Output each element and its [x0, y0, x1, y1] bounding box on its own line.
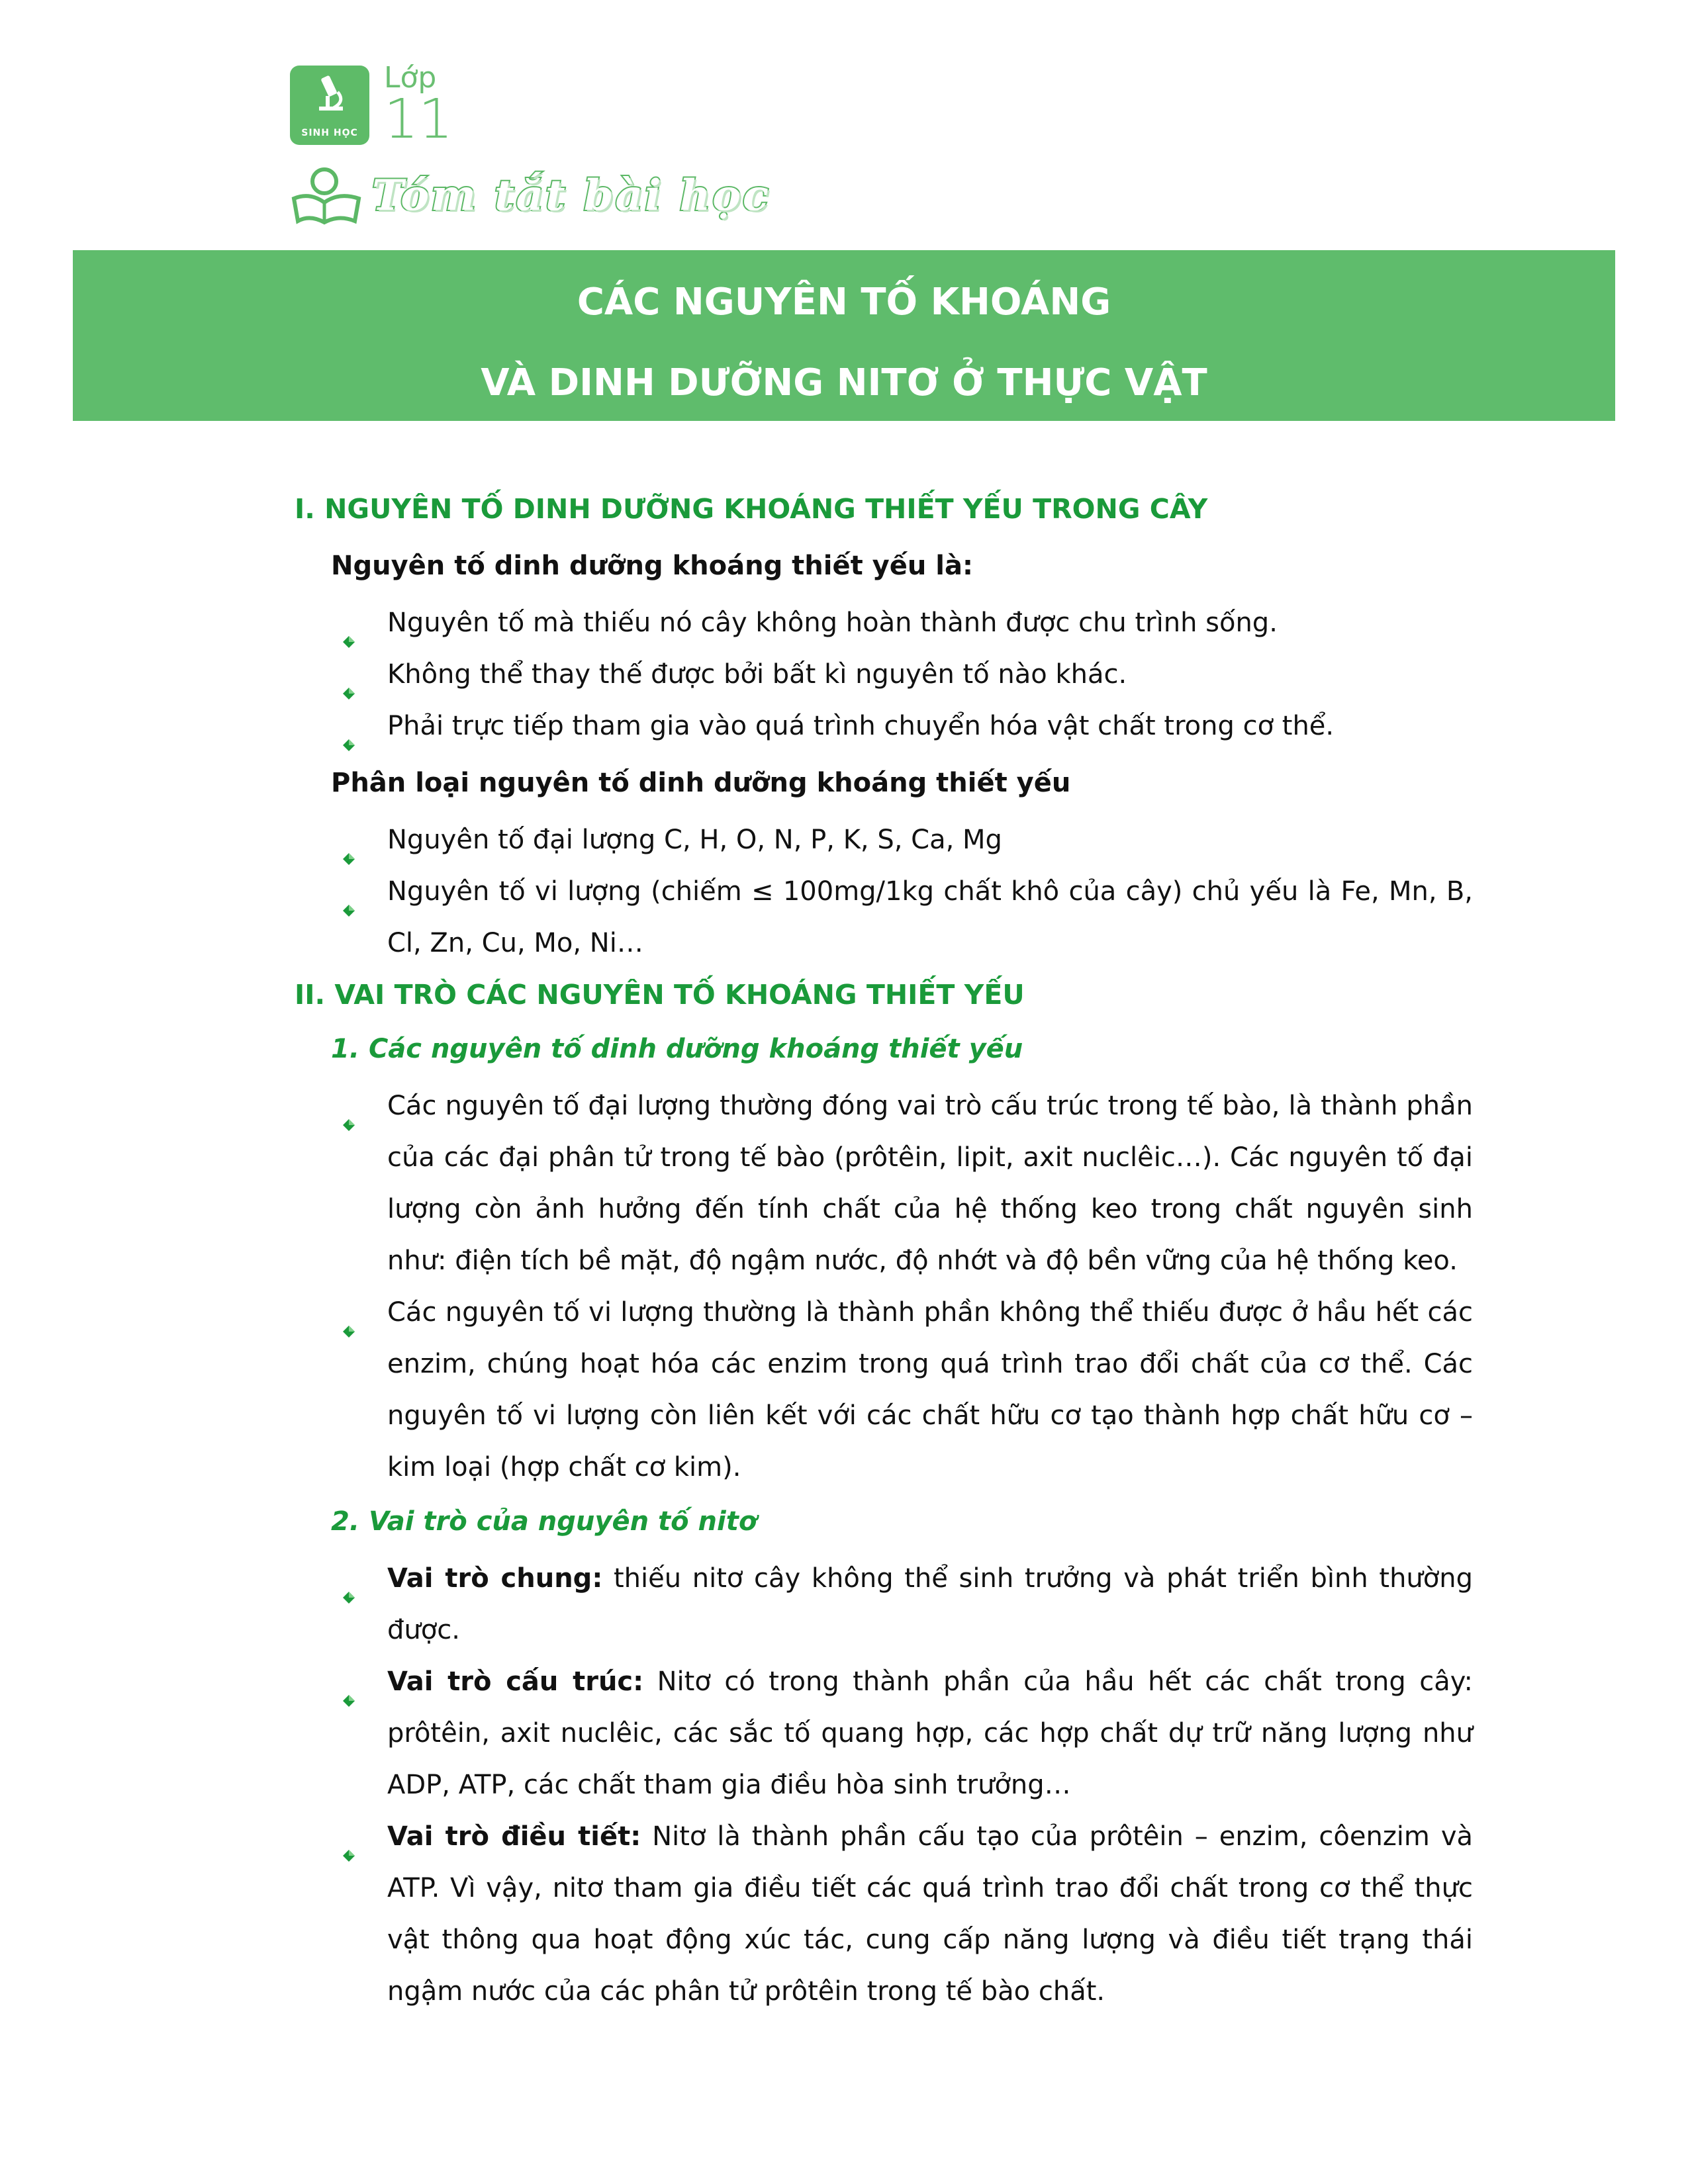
definition-label: Nguyên tố dinh dưỡng khoáng thiết yếu là:: [331, 551, 973, 581]
diamond-bullet-icon: [342, 614, 355, 627]
item-label: Vai trò cấu trúc:: [387, 1666, 644, 1697]
minerals-role-list: [295, 1080, 1473, 1493]
subsection-1-heading: 1. Các nguyên tố dinh dưỡng khoáng thiết yếu: [331, 1034, 1023, 1064]
grade-number: 11: [384, 88, 453, 151]
page-title-line-1: CÁC NGUYÊN TỐ KHOÁNG: [577, 281, 1111, 324]
diamond-bullet-icon: [342, 1673, 355, 1686]
list-item: Không thể thay thế được bởi bất kì nguyên tố nào khác.: [295, 649, 1473, 700]
grade-label: Lớp: [384, 61, 437, 95]
summary-banner: [290, 165, 771, 225]
diamond-bullet-icon: [342, 831, 355, 844]
page-title-line-2: VÀ DINH DƯỠNG NITƠ Ở THỰC VẬT: [481, 361, 1207, 404]
diamond-bullet-icon: [342, 1304, 355, 1317]
item-label: Vai trò chung:: [387, 1563, 603, 1594]
subject-badge: [290, 66, 369, 145]
diamond-bullet-icon: [342, 666, 355, 679]
diamond-bullet-icon: [342, 1097, 355, 1111]
list-item: Vai trò chung: thiếu nitơ cây không thể sinh trưởng và phát triển bình thường được.: [295, 1553, 1473, 1656]
diamond-bullet-icon: [342, 1828, 355, 1841]
microscope-icon: [305, 72, 355, 122]
classification-list: [295, 814, 1473, 969]
reading-student-icon: [290, 165, 363, 225]
diamond-bullet-icon: [342, 717, 355, 731]
section-1-heading: I. NGUYÊN TỐ DINH DƯỠNG KHOÁNG THIẾT YẾU TRONG CÂY: [295, 493, 1208, 525]
list-item: Phải trực tiếp tham gia vào quá trình chuyển hóa vật chất trong cơ thể.: [295, 700, 1473, 752]
list-item: Nguyên tố đại lượng C, H, O, N, P, K, S, Ca, Mg: [295, 814, 1473, 866]
header-logo: [290, 61, 453, 151]
list-item: Vai trò cấu trúc: Nitơ có trong thành phần của hầu hết các chất trong cây: prôtêin, axit nuclêic, các sắc tố quang hợp, các hợp chất dự trữ năng lượng như ADP, ATP, các chất tham gia điều hòa sinh trưởng…: [295, 1656, 1473, 1811]
diamond-bullet-icon: [342, 1570, 355, 1583]
subject-label: SINH HỌC: [301, 128, 358, 138]
title-band: [73, 250, 1615, 421]
summary-banner-text: Tóm tắt bài học: [372, 170, 771, 220]
item-label: Vai trò điều tiết:: [387, 1821, 641, 1852]
list-item: Nguyên tố vi lượng (chiếm ≤ 100mg/1kg chất khô của cây) chủ yếu là Fe, Mn, B, Cl, Zn, Cu, Mo, Ni…: [295, 866, 1473, 969]
definition-list: [295, 597, 1473, 752]
diamond-bullet-icon: [342, 883, 355, 896]
list-item: Các nguyên tố đại lượng thường đóng vai trò cấu trúc trong tế bào, là thành phần của các đại phân tử trong tế bào (prôtêin, lipit, axit nuclêic…). Các nguyên tố đại lượng còn ảnh hưởng đến tính chất của hệ thống keo trong chất nguyên sinh như: điện tích bề mặt, độ ngậm nước, độ nhớt và độ bền vững của hệ thống keo.: [295, 1080, 1473, 1287]
list-item: Các nguyên tố vi lượng thường là thành phần không thể thiếu được ở hầu hết các enzim, chúng hoạt hóa các enzim trong quá trình trao đổi chất của cơ thể. Các nguyên tố vi lượng còn liên kết với các chất hữu cơ tạo thành hợp chất hữu cơ – kim loại (hợp chất cơ kim).: [295, 1287, 1473, 1493]
nitrogen-role-list: [295, 1553, 1473, 2017]
list-item: Nguyên tố mà thiếu nó cây không hoàn thành được chu trình sống.: [295, 597, 1473, 649]
classification-label: Phân loại nguyên tố dinh dưỡng khoáng thiết yếu: [331, 768, 1071, 798]
subsection-2-heading: 2. Vai trò của nguyên tố nitơ: [331, 1506, 757, 1537]
grade-block: [384, 61, 453, 151]
list-item: Vai trò điều tiết: Nitơ là thành phần cấu tạo của prôtêin – enzim, côenzim và ATP. Vì vậy, nitơ tham gia điều tiết các quá trình trao đổi chất trong cơ thể thực vật thông qua hoạt động xúc tác, cung cấp năng lượng và điều tiết trạng thái ngậm nước của các phân tử prôtêin trong tế bào chất.: [295, 1811, 1473, 2017]
section-2-heading: II. VAI TRÒ CÁC NGUYÊN TỐ KHOÁNG THIẾT YẾU: [295, 979, 1025, 1011]
lesson-content: [295, 483, 1473, 2017]
